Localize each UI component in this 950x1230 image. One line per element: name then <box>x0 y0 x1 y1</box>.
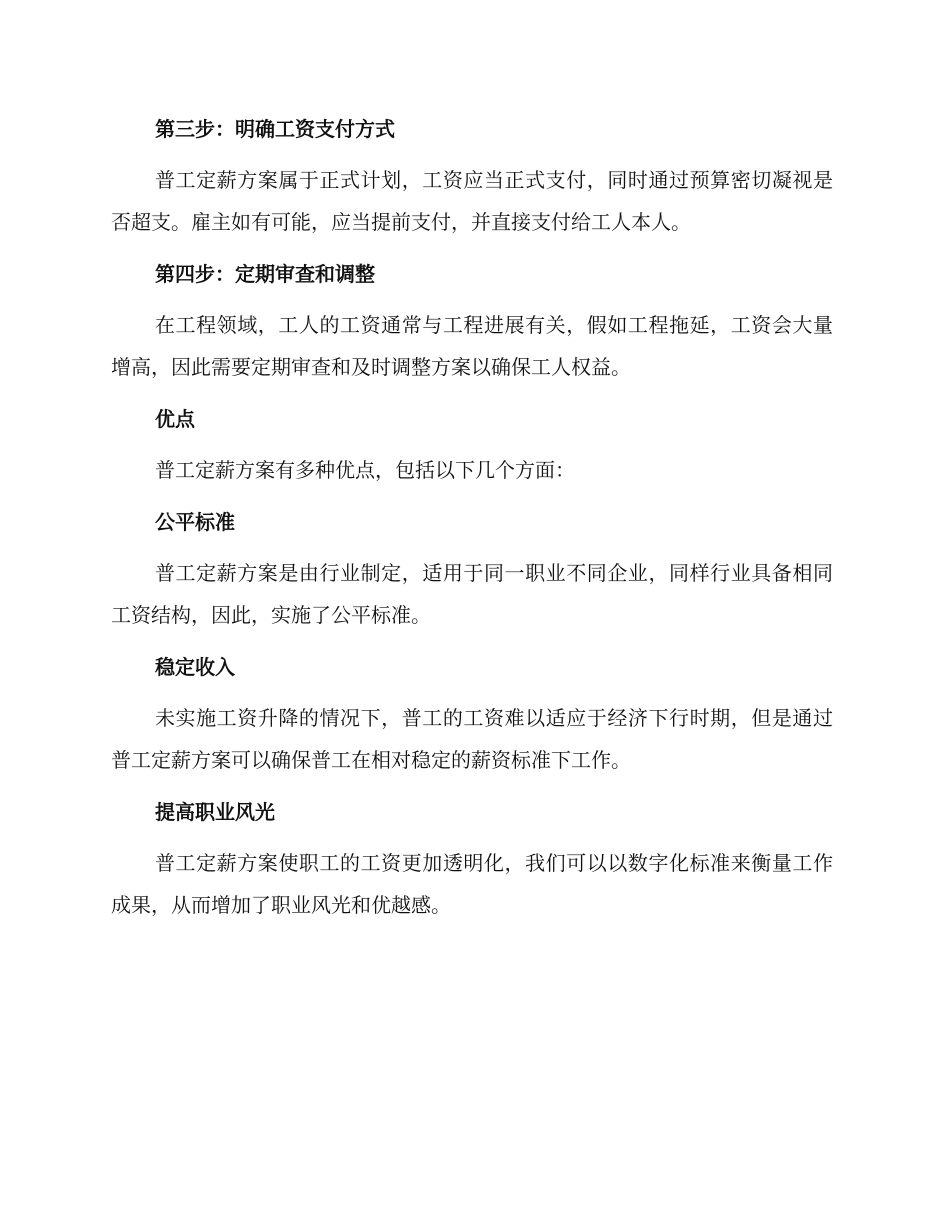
section-heading-advantages: 优点 <box>155 407 195 431</box>
section-paragraph-step4: 在工程领域，工人的工资通常与工程进展有关，假如工程拖延，工资会大量增高，因此需要定期审查和及时调整方案以确保工人权益。 <box>111 313 833 379</box>
section-heading-fair-standard: 公平标准 <box>155 510 235 534</box>
section-paragraph-advantages: 普工定薪方案有多种优点，包括以下几个方面： <box>155 458 575 482</box>
section-paragraph-career-prestige: 普工定薪方案使职工的工资更加透明化，我们可以以数字化标准来衡量工作成果，从而增加了职业风光和优越感。 <box>111 851 833 917</box>
section-heading-step3: 第三步：明确工资支付方式 <box>155 117 395 141</box>
section-heading-step4: 第四步：定期审查和调整 <box>155 262 375 286</box>
section-paragraph-stable-income: 未实施工资升降的情况下，普工的工资难以适应于经济下行时期，但是通过普工定薪方案可以确保普工在相对稳定的薪资标准下工作。 <box>111 706 833 772</box>
section-heading-stable-income: 稳定收入 <box>155 655 235 679</box>
document-body <box>111 110 833 926</box>
section-paragraph-step3: 普工定薪方案属于正式计划，工资应当正式支付，同时通过预算密切凝视是否超支。雇主如有可能，应当提前支付，并直接支付给工人本人。 <box>111 168 833 234</box>
section-paragraph-fair-standard: 普工定薪方案是由行业制定，适用于同一职业不同企业，同样行业具备相同工资结构，因此，实施了公平标准。 <box>111 561 833 627</box>
section-heading-career-prestige: 提高职业风光 <box>155 800 275 824</box>
